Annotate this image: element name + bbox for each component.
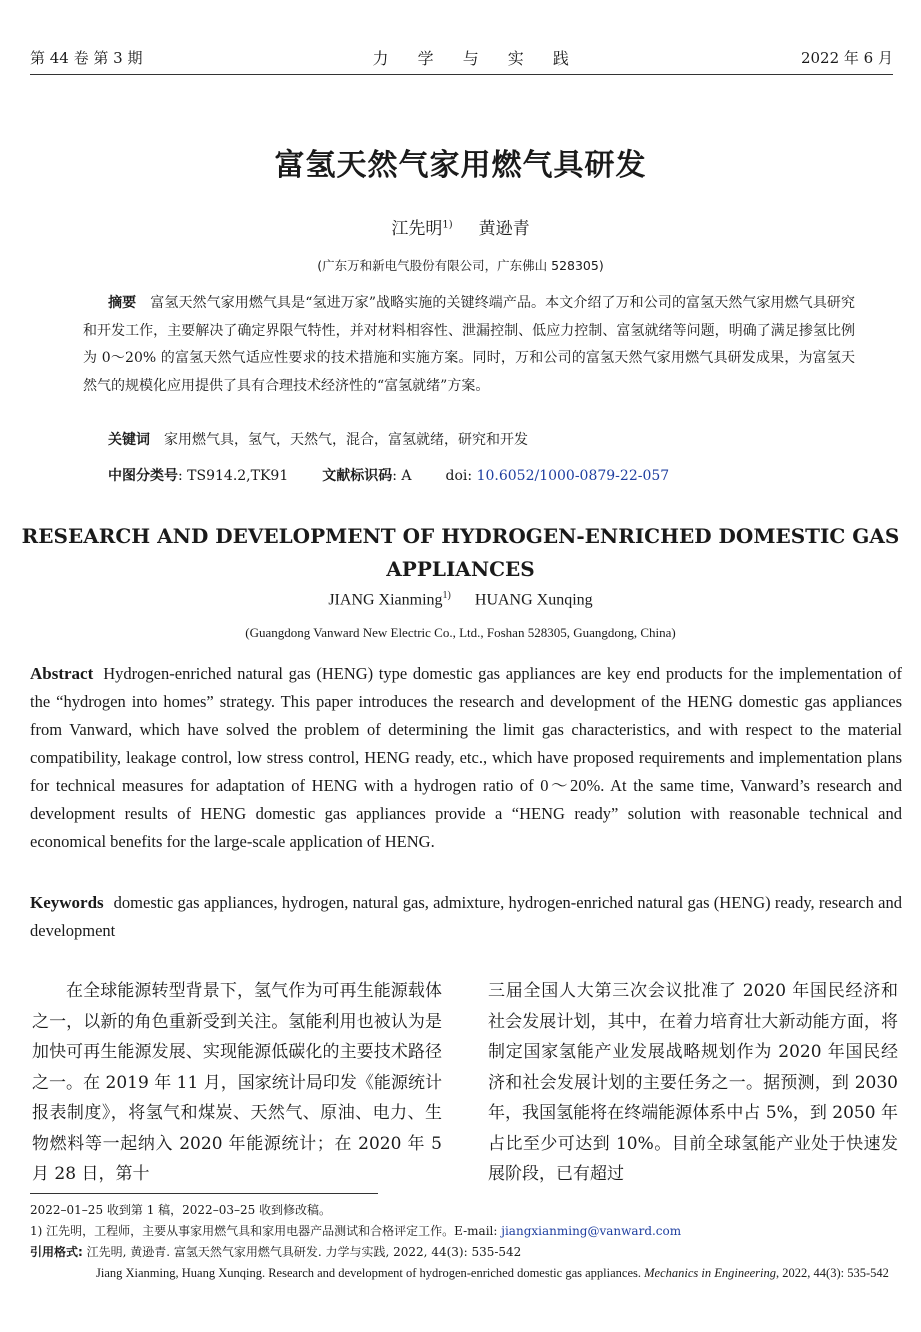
en-author-2: HUANG Xunqing [474, 591, 593, 609]
body-right-column: 三届全国人大第三次会议批准了 2020 年国民经济和社会发展计划，其中，在着力培育壮大新动能方面，将制定国家氢能产业发展战略规划作为 2020 年国民经济和社会发展计划的主要任务之一。据预测，到 2030 年，我国氢能将在终端能源体系中占 5%，到 2050 年占比至少可达到 10%。目前全球氢能产业处于快速发展阶段，已有超过 [488, 981, 898, 1184]
en-abstract [30, 660, 902, 856]
en-abstract-text: Hydrogen-enriched natural gas (HENG) type domestic gas appliances are key end products for the implementation of the “hydrogen into homes” strategy. This paper introduces the research and development of the HENG domestic gas appliances from Vanward, which have solved the problem of determining the limit gas characteristics, and with respect to the material compatibility, leakage control, low stress control, HENG ready, etc., which have proposed requirements and implementation plans for technical measures for adaptation of HENG with a hydrogen ratio of 0～20%. At the same time, Vanward’s research and development results of HENG domestic gas appliances provide a “HENG ready” solution with reasonable technical and economical benefits for the large-scale application of HENG. [30, 664, 902, 851]
cn-classification [108, 465, 848, 485]
citation-cn-text: 江先明, 黄逊青. 富氢天然气家用燃气具研发. 力学与实践, 2022, 44(3): 535-542 [82, 1245, 522, 1259]
author-note [30, 1221, 905, 1242]
running-header [30, 44, 893, 70]
citation-en [30, 1263, 905, 1284]
en-keywords [30, 889, 902, 945]
footnotes [30, 1200, 905, 1284]
en-affiliation: (Guangdong Vanward New Electric Co., Ltd., Foshan 528305, Guangdong, China) [245, 625, 676, 640]
cn-keywords-text: 家用燃气具，氢气，天然气，混合，富氢就绪，研究和开发 [164, 432, 528, 448]
cn-author-1-mark: 1) [442, 219, 453, 231]
cn-author-2: 黄逊青 [478, 219, 530, 239]
class-value: : TS914.2,TK91 [178, 468, 289, 484]
doi-link[interactable]: 10.6052/1000-0879-22-057 [476, 468, 670, 484]
en-abstract-label: Abstract [30, 664, 94, 683]
en-author-1-mark: 1) [442, 590, 451, 601]
en-author-1: JIANG Xianming [328, 591, 443, 609]
cn-abstract-label: 摘要 [108, 295, 137, 311]
cn-keywords [108, 429, 848, 449]
author-note-text: 1) 江先明，工程师，主要从事家用燃气具和家用电器产品测试和合格评定工作。E-mail: [30, 1224, 502, 1238]
citation-en-pre: Jiang Xianming, Huang Xunqing. Research and development of hydrogen-enriched domestic gas appliances. [96, 1266, 645, 1280]
author-email-link[interactable]: jiangxianming@vanward.com [501, 1224, 682, 1238]
received-note: 2022–01–25 收到第 1 稿，2022–03–25 收到修改稿。 [30, 1203, 332, 1217]
body-left-column: 在全球能源转型背景下，氢气作为可再生能源载体之一，以新的角色重新受到关注。氢能利用也被认为是加快可再生能源发展、实现能源低碳化的主要技术路径之一。在 2019 年 11 月，国家统计局印发《能源统计报表制度》，将氢气和煤炭、天然气、原油、电力、生物燃料等一起纳入 2020 年能源统计；在 2020 年 5 月 28 日，第十 [32, 981, 442, 1184]
cn-keywords-label: 关键词 [108, 432, 150, 448]
en-keywords-label: Keywords [30, 893, 104, 912]
cn-abstract-text: 富氢天然气家用燃气具是“氢进万家”战略实施的关键终端产品。本文介绍了万和公司的富氢天然气家用燃气具研究和开发工作，主要解决了确定界限气特性，并对材料相容性、泄漏控制、低应力控制、富氢就绪等问题，明确了满足掺氢比例为 0～20% 的富氢天然气适应性要求的技术措施和实施方案。同时，万和公司的富氢天然气家用燃气具研发成果，为富氢天然气的规模化应用提供了具有合理技术经济性的“富氢就绪”方案。 [83, 295, 855, 394]
journal-name: 力 学 与 实 践 [372, 48, 581, 68]
class-label: 中图分类号 [108, 468, 178, 484]
en-title: RESEARCH AND DEVELOPMENT OF HYDROGEN-ENRICHED DOMESTIC GAS APPLIANCES [21, 524, 900, 581]
doi-label: doi: [445, 468, 477, 484]
footnote-rule [30, 1193, 378, 1194]
doccode-label: 文献标识码 [322, 468, 393, 484]
doccode-value: : A [392, 468, 412, 484]
citation-cn [30, 1242, 905, 1263]
volume-issue: 第 44 卷 第 3 期 [30, 48, 143, 67]
citation-label: 引用格式: [30, 1245, 83, 1259]
header-rule [30, 74, 893, 75]
citation-en-post: , 2022, 44(3): 535-542 [776, 1266, 889, 1280]
issue-date: 2022 年 6 月 [800, 48, 893, 67]
citation-en-journal: Mechanics in Engineering [644, 1266, 777, 1280]
en-keywords-text: domestic gas appliances, hydrogen, natural gas, admixture, hydrogen-enriched natural gas (HENG) ready, research and development [30, 893, 902, 940]
cn-authors [0, 214, 921, 239]
cn-author-1: 江先明 [391, 219, 443, 239]
cn-affiliation: (广东万和新电气股份有限公司，广东佛山 528305) [317, 258, 604, 273]
en-authors [0, 590, 921, 609]
cn-title: 富氢天然气家用燃气具研发 [274, 148, 647, 183]
cn-abstract [83, 290, 855, 400]
